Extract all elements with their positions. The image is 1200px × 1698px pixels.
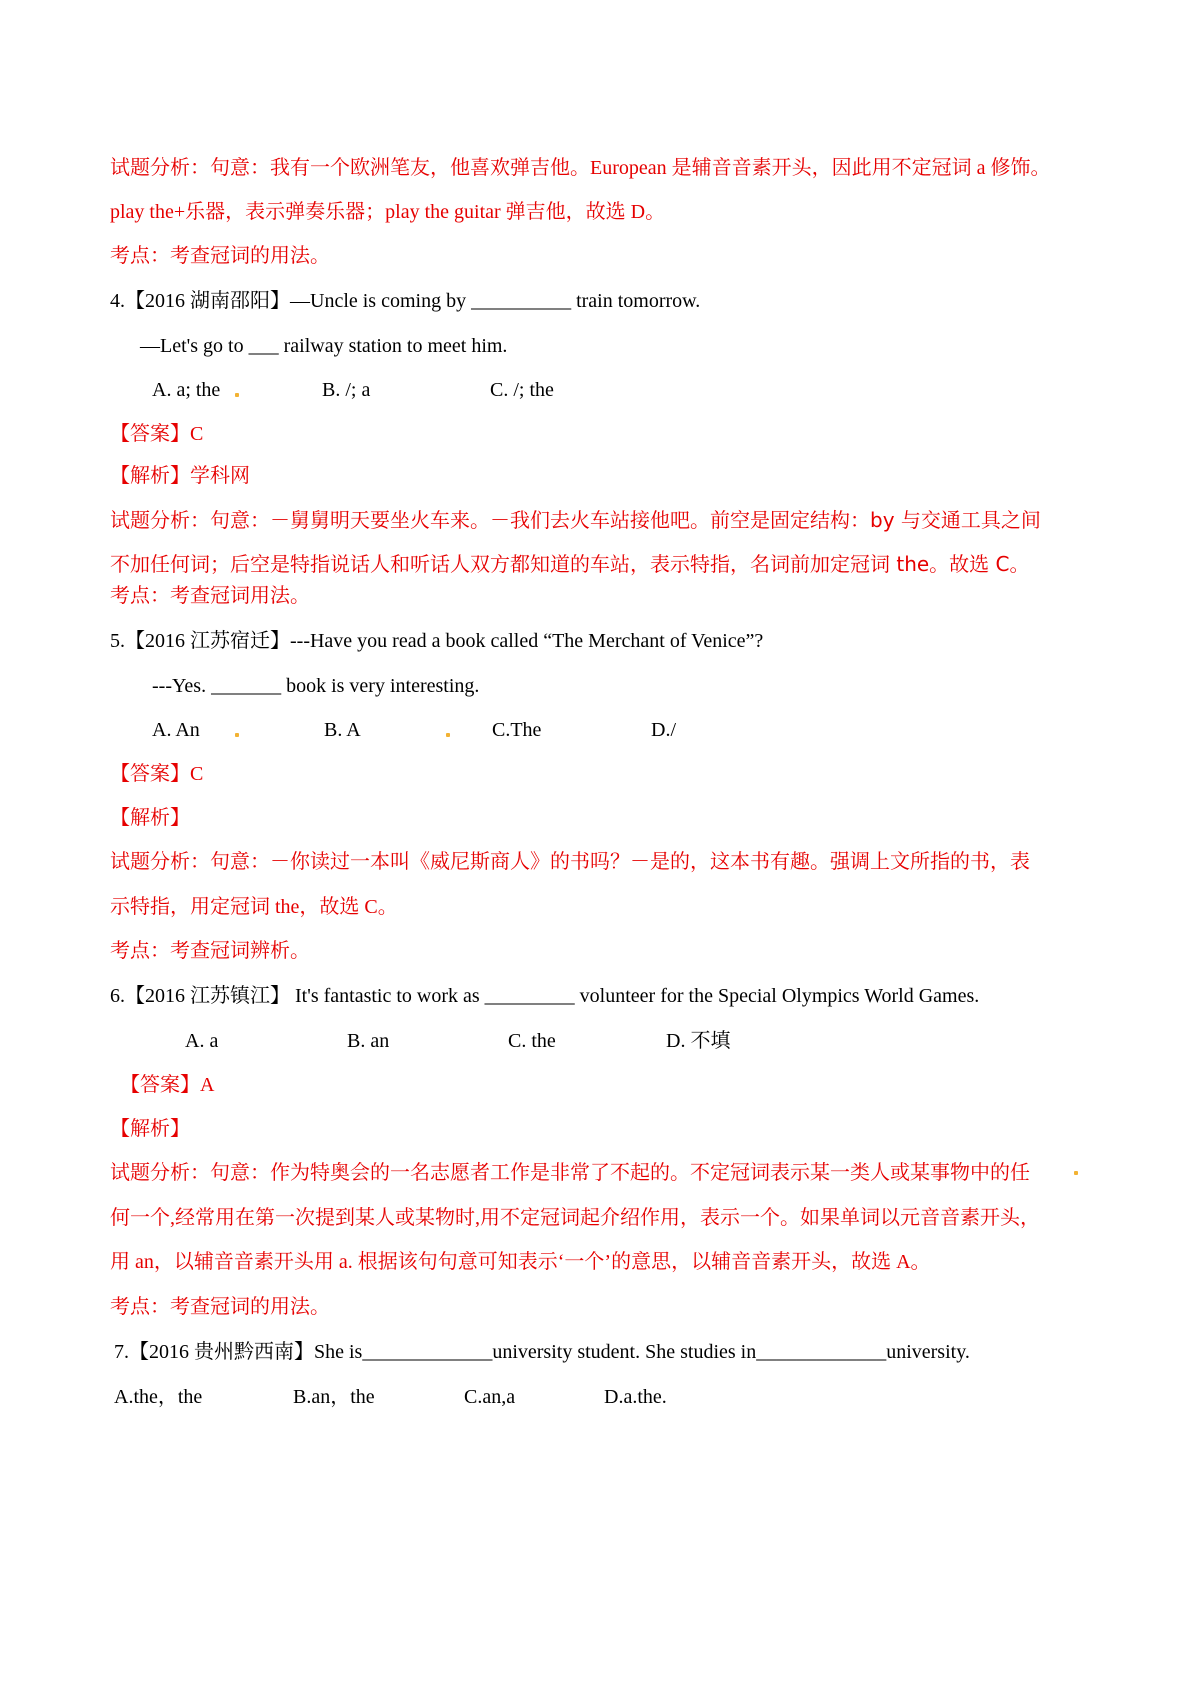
q5-point: 考点：考查冠词辨析。	[110, 940, 310, 962]
q4-stem-line-1: 4.【2016 湖南邵阳】—Uncle is coming by __________ train tomorrow.	[110, 290, 701, 312]
q4-analysis-line-2: 不加任何词；后空是特指说话人和听话人双方都知道的车站，表示特指，名词前加定冠词 the。故选 C。	[110, 552, 1030, 576]
q6-stem-line-1: 6.【2016 江苏镇江】 It's fantastic to work as _________ volunteer for the Special Olympics World Games.	[110, 985, 980, 1007]
q5-option-c: C.The	[492, 719, 542, 741]
q7-option-c: C.an,a	[464, 1386, 516, 1408]
decorative-dot-icon	[235, 393, 239, 397]
q3-point: 考点：考查冠词的用法。	[110, 245, 330, 267]
decorative-dot-icon	[235, 733, 239, 737]
q5-answer: 【答案】C	[110, 763, 204, 785]
q5-stem-line-2: ---Yes. _______ book is very interesting.	[152, 675, 480, 697]
q5-option-b: B. A	[324, 719, 361, 741]
q6-analysis-line-1: 试题分析：句意：作为特奥会的一名志愿者工作是非常了不起的。不定冠词表示某一类人或某事物中的任	[110, 1162, 1030, 1184]
q6-answer: 【答案】A	[120, 1074, 215, 1096]
q5-analysis-line-2: 示特指，用定冠词 the，故选 C。	[110, 896, 398, 918]
q4-stem-line-2: —Let's go to ___ railway station to meet him.	[140, 335, 508, 357]
decorative-dot-icon	[446, 733, 450, 737]
q6-jiexi-heading: 【解析】	[110, 1118, 190, 1140]
q6-option-c: C. the	[508, 1030, 556, 1052]
q6-point: 考点：考查冠词的用法。	[110, 1296, 330, 1318]
q6-option-b: B. an	[347, 1030, 390, 1052]
q7-option-d: D.a.the.	[604, 1386, 667, 1408]
q7-option-a: A.the，the	[114, 1386, 203, 1408]
q5-option-d: D./	[651, 719, 676, 741]
q4-option-a: A. a; the	[152, 379, 221, 401]
q4-jiexi-heading: 【解析】学科网	[110, 463, 250, 487]
q5-option-a: A. An	[152, 719, 200, 741]
q5-stem-line-1: 5.【2016 江苏宿迁】---Have you read a book called “The Merchant of Venice”?	[110, 630, 764, 652]
q4-analysis-line-1: 试题分析：句意：－舅舅明天要坐火车来。－我们去火车站接他吧。前空是固定结构：by 与交通工具之间	[110, 508, 1041, 532]
q4-point: 考点：考查冠词用法。	[110, 585, 310, 607]
q6-analysis-line-2: 何一个,经常用在第一次提到某人或某物时,用不定冠词起介绍作用，表示一个。如果单词以元音音素开头，	[110, 1207, 1040, 1229]
decorative-dot-icon	[1074, 1171, 1078, 1175]
q6-option-d: D. 不填	[666, 1030, 731, 1052]
q3-analysis-line-2: play the+乐器，表示弹奏乐器；play the guitar 弹吉他，故选 D。	[110, 201, 666, 223]
q3-analysis-line-1: 试题分析：句意：我有一个欧洲笔友，他喜欢弹吉他。European 是辅音音素开头，因此用不定冠词 a 修饰。	[110, 157, 1051, 179]
q4-option-c: C. /; the	[490, 379, 554, 401]
q4-answer: 【答案】C	[110, 423, 204, 445]
q6-analysis-line-3: 用 an，以辅音音素开头用 a. 根据该句句意可知表示‘一个’的意思，以辅音音素开头，故选 A。	[110, 1251, 931, 1273]
q7-stem-line-1: 7.【2016 贵州黔西南】She is_____________university student. She studies in_____________university.	[114, 1341, 970, 1363]
q4-option-b: B. /; a	[322, 379, 371, 401]
q5-analysis-line-1: 试题分析：句意：－你读过一本叫《威尼斯商人》的书吗？－是的，这本书有趣。强调上文所指的书，表	[110, 851, 1030, 873]
q7-option-b: B.an，the	[293, 1386, 375, 1408]
q5-jiexi-heading: 【解析】	[110, 807, 190, 829]
q6-option-a: A. a	[185, 1030, 219, 1052]
